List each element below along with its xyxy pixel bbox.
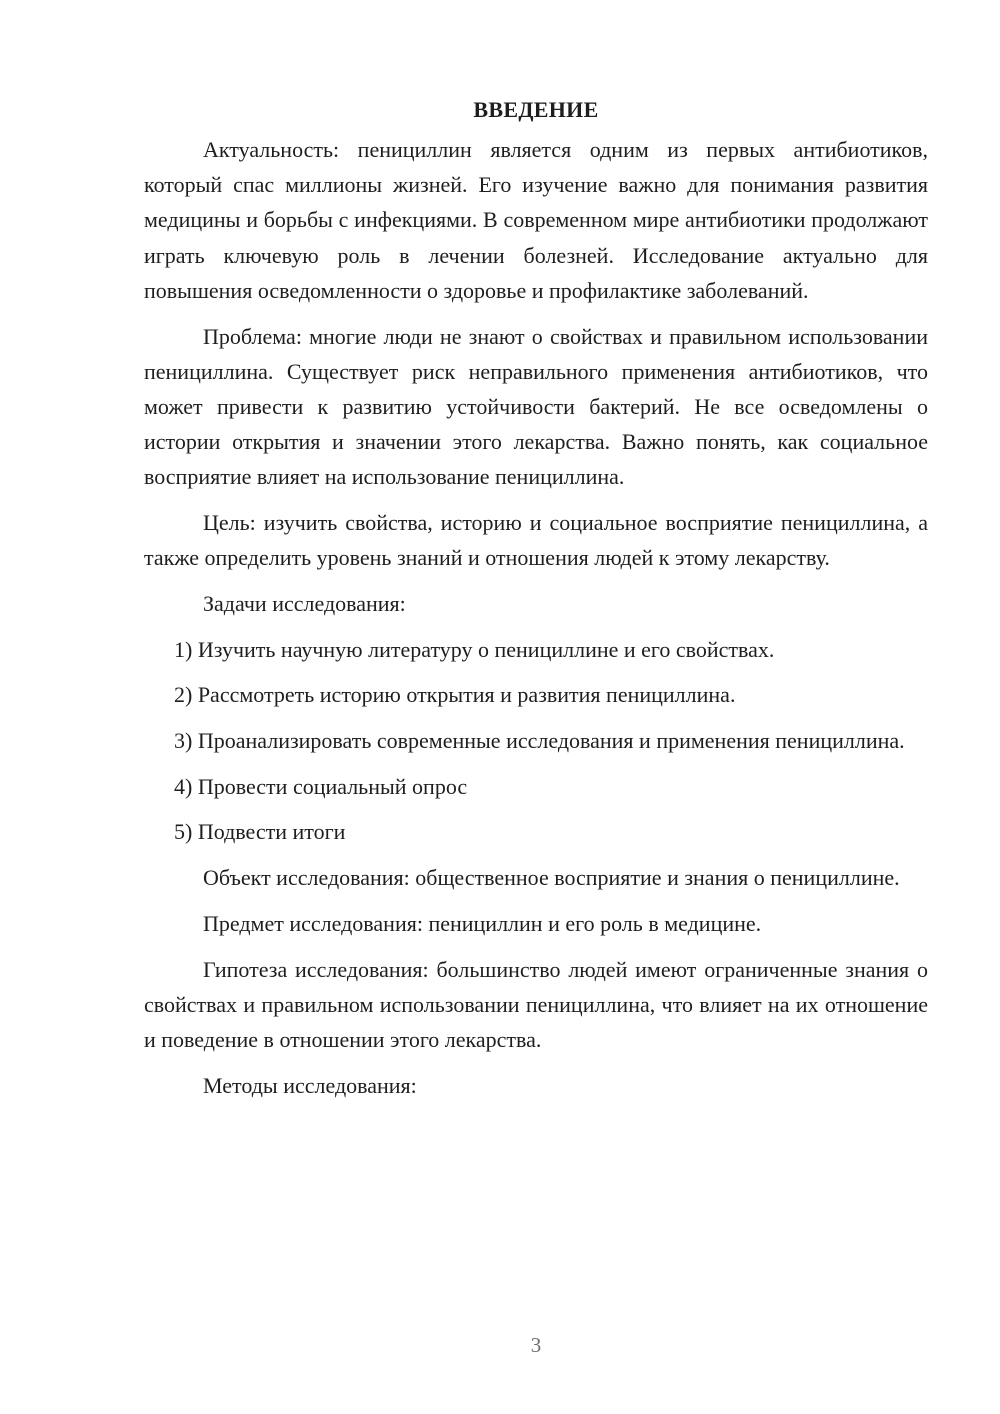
task-item: 4) Провести социальный опрос	[174, 773, 468, 799]
task-item: 5) Подвести итоги	[174, 819, 346, 845]
methods-title: Методы исследования:	[203, 1072, 417, 1098]
tasks-title: Задачи исследования:	[203, 590, 406, 616]
problem-paragraph: Проблема: многие люди не знают о свойствах и правильном использовании пенициллина. Существует риск неправильного применения антибиотиков, что может привести к развитию устойчивости бактерий. Не все осведомлены о истории открытия и значении этого лекарства. Важно понять, как социальное восприятие влияет на использование пенициллина.	[144, 323, 928, 490]
task-item: 1) Изучить научную литературу о пенициллине и его свойствах.	[174, 636, 775, 662]
document-page	[144, 92, 928, 1113]
section-heading: ВВЕДЕНИЕ	[473, 97, 599, 122]
subject-paragraph: Предмет исследования: пенициллин и его роль в медицине.	[203, 910, 762, 936]
goal-paragraph: Цель: изучить свойства, историю и социальное восприятие пенициллина, а также определить уровень знаний и отношения людей к этому лекарству.	[144, 510, 928, 571]
task-item: 2) Рассмотреть историю открытия и развития пенициллина.	[174, 682, 736, 708]
task-item: 3) Проанализировать современные исследования и применения пенициллина.	[174, 728, 905, 754]
page-number: 3	[530, 1333, 542, 1357]
object-paragraph: Объект исследования: общественное восприятие и знания о пенициллине.	[203, 865, 900, 891]
relevance-paragraph: Актуальность: пенициллин является одним из первых антибиотиков, который спас миллионы жизней. Его изучение важно для понимания развития медицины и борьбы с инфекциями. В современном мире антибиотики продолжают играть ключевую роль в лечении болезней. Исследование актуально для повышения осведомленности о здоровье и профилактике заболеваний.	[144, 137, 928, 303]
hypothesis-paragraph: Гипотеза исследования: большинство людей имеют ограниченные знания о свойствах и правильном использовании пенициллина, что влияет на их отношение и поведение в отношении этого лекарства.	[144, 956, 928, 1052]
